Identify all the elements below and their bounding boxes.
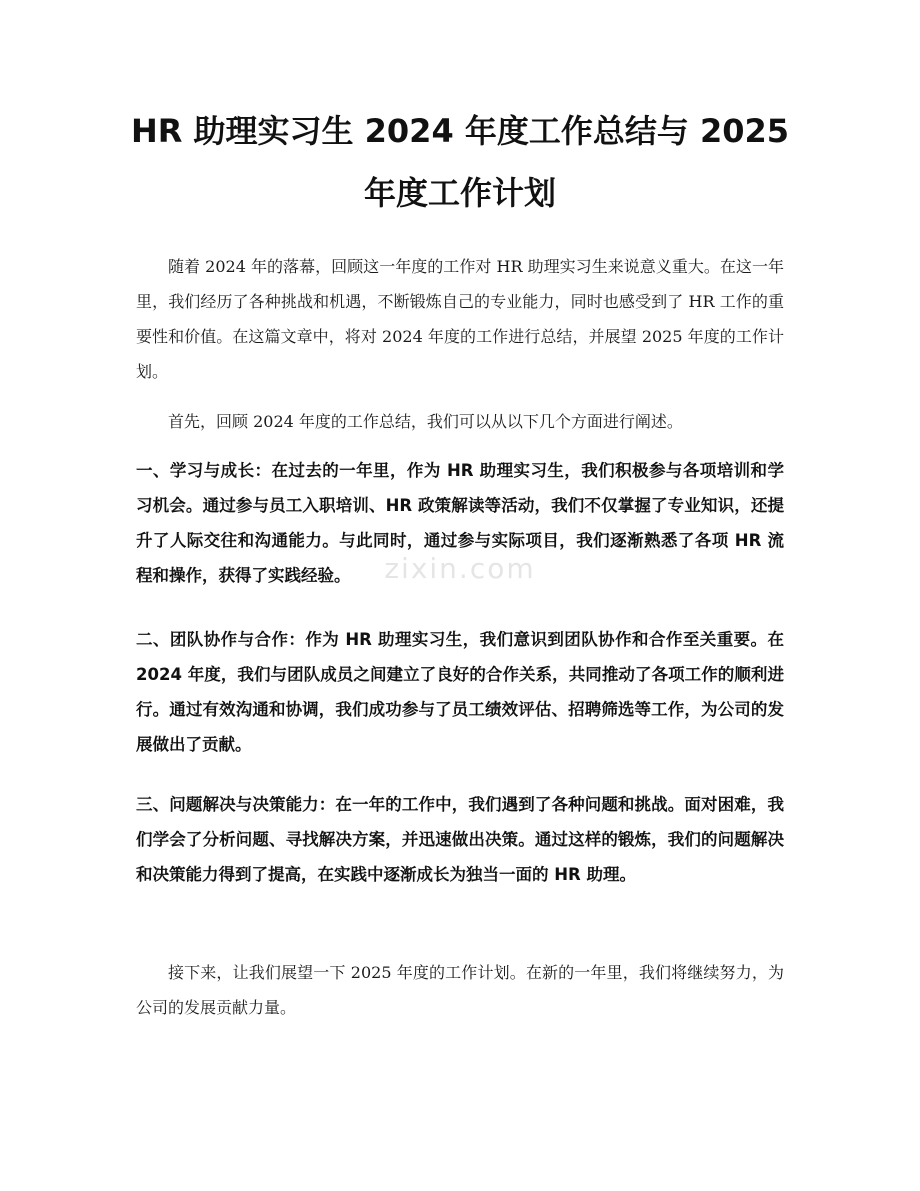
section-teamwork: 二、团队协作与合作：作为 HR 助理实习生，我们意识到团队协作和合作至关重要。在 2024 年度，我们与团队成员之间建立了良好的合作关系，共同推动了各项工作的顺利进行。通过有效沟通和协调，我们成功参与了员工绩效评估、招聘筛选等工作，为公司的发展做出了贡献。 bbox=[136, 630, 784, 754]
overview-paragraph: 首先，回顾 2024 年度的工作总结，我们可以从以下几个方面进行阐述。 bbox=[168, 412, 683, 431]
closing-paragraph: 接下来，让我们展望一下 2025 年度的工作计划。在新的一年里，我们将继续努力，为公司的发展贡献力量。 bbox=[136, 963, 784, 1017]
watermark-text: zixin.com bbox=[384, 552, 536, 585]
section-problem-solving: 三、问题解决与决策能力：在一年的工作中，我们遇到了各种问题和挑战。面对困难，我们学会了分析问题、寻找解决方案，并迅速做出决策。通过这样的锻炼，我们的问题解决和决策能力得到了提高，在实践中逐渐成长为独当一面的 HR 助理。 bbox=[136, 795, 784, 884]
intro-paragraph: 随着 2024 年的落幕，回顾这一年度的工作对 HR 助理实习生来说意义重大。在这一年里，我们经历了各种挑战和机遇，不断锻炼自己的专业能力，同时也感受到了 HR 工作的重要性和价值。在这篇文章中，将对 2024 年度的工作进行总结，并展望 2025 年度的工作计划。 bbox=[136, 257, 784, 381]
section-learning-growth: 一、学习与成长：在过去的一年里，作为 HR 助理实习生，我们积极参与各项培训和学习机会。通过参与员工入职培训、HR 政策解读等活动，我们不仅掌握了专业知识，还提升了人际交往和沟通能力。与此同时，通过参与实际项目，我们逐渐熟悉了各项 HR 流程和操作，获得了实践经验。 bbox=[136, 461, 784, 585]
document-title: HR 助理实习生 2024 年度工作总结与 2025 年度工作计划 bbox=[130, 112, 790, 212]
